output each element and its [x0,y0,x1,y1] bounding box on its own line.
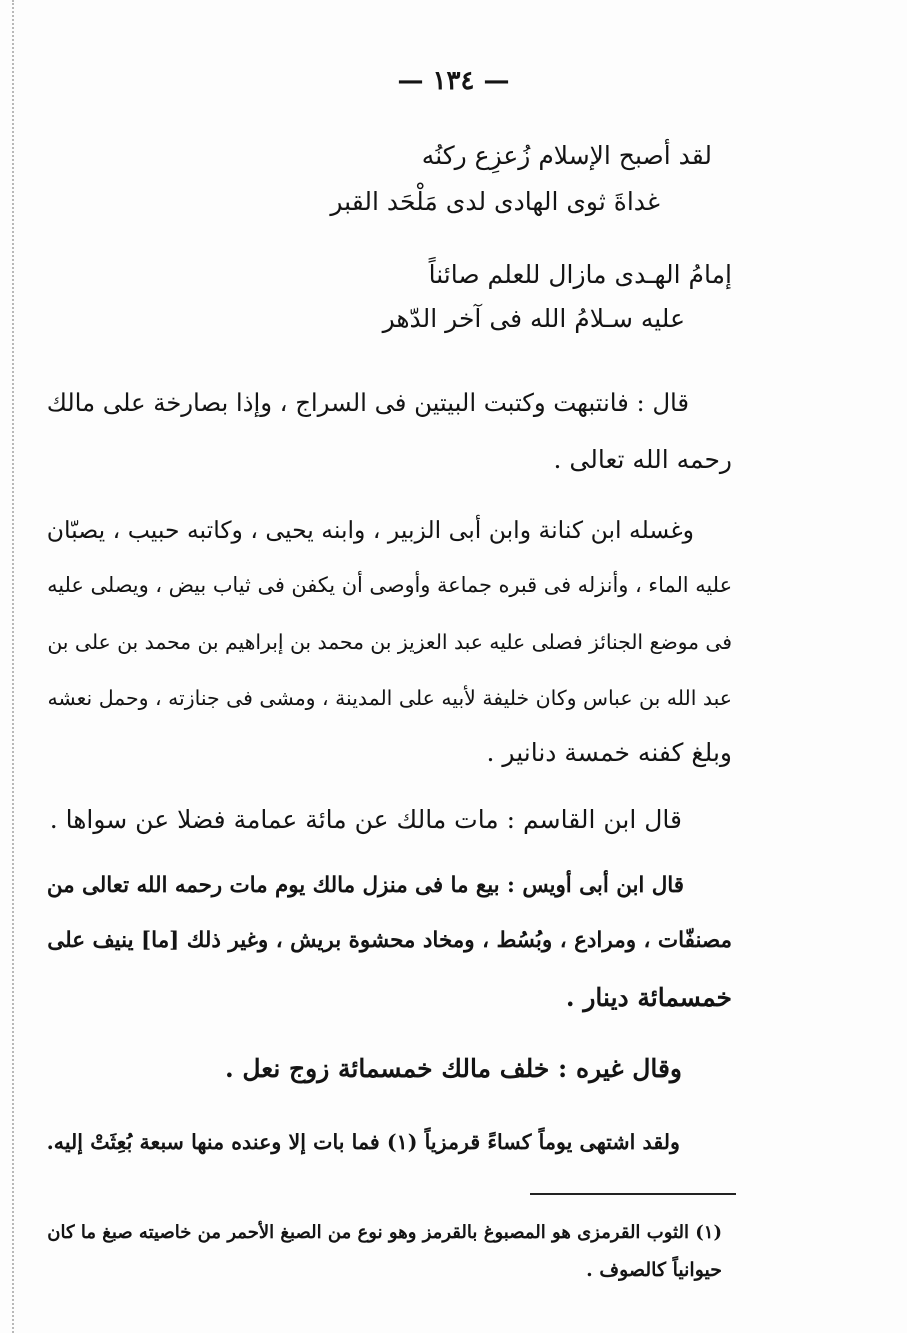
paragraph-5-line-1: وقال غيره : خلف مالك خمسمائة زوج نعل . [224,1054,682,1083]
paragraph-2-line-5: وبلغ كفنه خمسة دنانير . [486,738,732,767]
page-number: — ١٣٤ — [397,66,510,96]
footnote-line-2: حيوانياً كالصوف . [586,1259,722,1281]
paragraph-2-line-4: عبد الله بن عباس وكان خليفة لأبيه على المدينة ، ومشى فى جنازته ، وحمل نعشه [47,686,732,710]
paragraph-4-line-3: خمسمائة دينار . [565,983,732,1012]
paragraph-2-line-2: عليه الماء ، وأنزله فى قبره جماعة وأوصى أن يكفن فى ثياب بيض ، ويصلى عليه [47,573,732,597]
poem-line-1: لقد أصبح الإسلام زُعزِع ركنُه [421,141,712,170]
paragraph-3-line-1: قال ابن القاسم : مات مالك عن مائة عمامة فضلا عن سواها . [49,805,682,834]
page-edge-dotted-line [12,0,14,1333]
poem-line-3: إمامُ الهـدى مازال للعلم صائناً [428,260,732,289]
paragraph-2-line-1: وغسله ابن كنانة وابن أبى الزبير ، وابنه يحيى ، وكاتبه حبيب ، يصبّان [46,516,694,544]
paragraph-6-line-1: ولقد اشتهى يوماً كساءً قرمزياً (١) فما بات إلا وعنده منها سبعة بُعِثَتْ إليه. [46,1130,680,1154]
poem-line-2: غداةَ ثوى الهادى لدى مَلْحَد القبر [330,187,660,216]
footnote-separator [530,1193,736,1195]
paragraph-2-line-3: فى موضع الجنائز فصلى عليه عبد العزيز بن محمد بن إبراهيم بن محمد بن على بن [47,630,732,654]
poem-line-4: عليه سـلامُ الله فى آخر الدّهر [382,304,685,333]
paragraph-4-line-2: مصنفّات ، ومرادع ، وبُسُط ، ومخاد محشوة بريش ، وغير ذلك [ما] ينيف على [47,928,732,953]
paragraph-1-line-1: قال : فانتبهت وكتبت البيتين فى السراج ، وإذا بصارخة على مالك [46,388,689,417]
paragraph-4-line-1: قال ابن أبى أويس : بيع ما فى منزل مالك يوم مات رحمه الله تعالى من [46,873,684,898]
footnote-line-1: (١) الثوب القرمزى هو المصبوغ بالقرمز وهو نوع من الصبغ الأحمر من خاصيته صبغ ما كان [47,1222,722,1243]
paragraph-1-line-2: رحمه الله تعالى . [553,445,732,474]
